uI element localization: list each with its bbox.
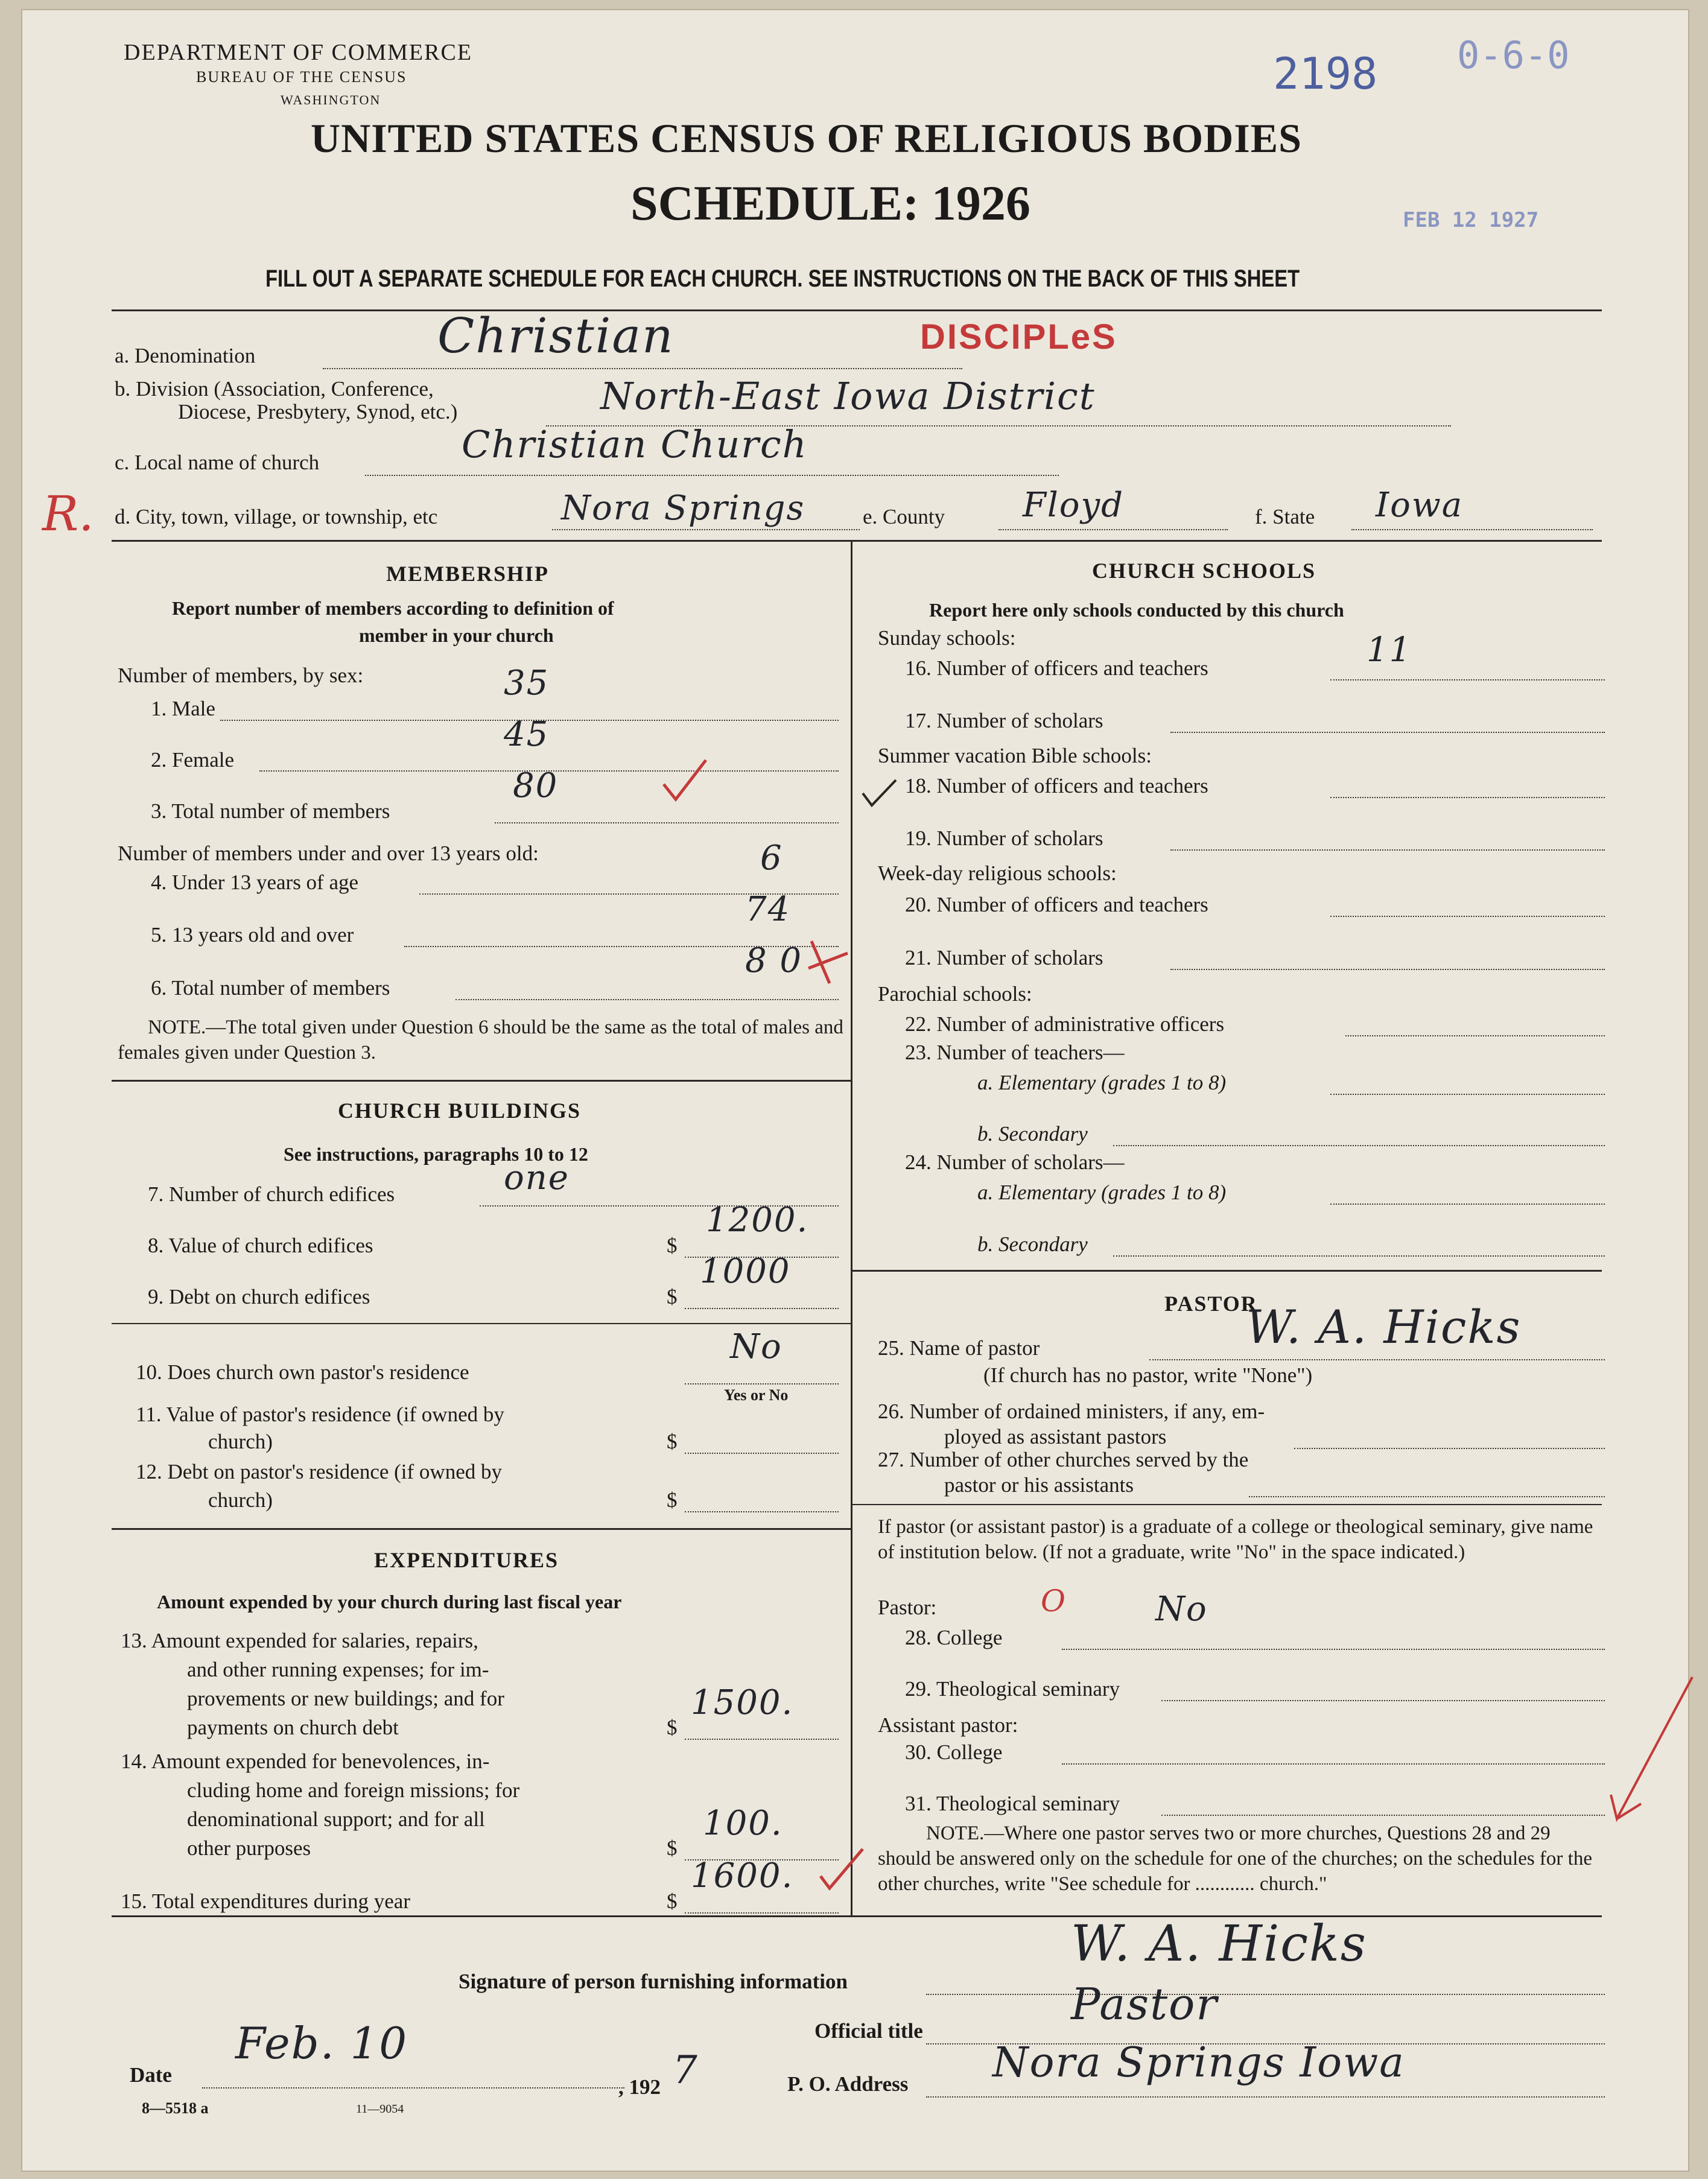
q15-value[interactable]: 1600.: [691, 1856, 794, 1895]
q25-label: 25. Name of pastor: [878, 1336, 1040, 1360]
pastor-subheading: Pastor:: [878, 1596, 937, 1619]
q9-value[interactable]: 1000: [700, 1252, 791, 1291]
city-value[interactable]: Nora Springs: [561, 489, 805, 528]
q14-value[interactable]: 100.: [703, 1804, 783, 1843]
q7-value[interactable]: one: [504, 1158, 570, 1197]
q2-label: 2. Female: [151, 748, 235, 772]
division-label-line1: b. Division (Association, Conference,: [115, 377, 434, 401]
q4-value[interactable]: 6: [760, 839, 783, 878]
q4-label: 4. Under 13 years of age: [151, 871, 359, 894]
margin-mark: R.: [42, 486, 94, 542]
q21-label: 21. Number of scholars: [905, 946, 1103, 969]
q26-label-line2: ployed as assistant pastors: [944, 1425, 1167, 1448]
q1-label: 1. Male: [151, 697, 215, 720]
red-check-mark: [661, 757, 709, 805]
division-value[interactable]: North-East Iowa District: [600, 374, 1096, 418]
received-date-stamp: FEB 12 1927: [1403, 208, 1539, 232]
q13-line2: and other running expenses; for im-: [187, 1658, 489, 1681]
local-name-label: c. Local name of church: [115, 451, 320, 474]
form-title: UNITED STATES CENSUS OF RELIGIOUS BODIES: [311, 115, 1302, 161]
denomination-label: a. Denomination: [115, 344, 256, 367]
summer-schools-label: Summer vacation Bible schools:: [878, 744, 1152, 767]
expenditures-instruction: Amount expended by your church during last fiscal year: [157, 1591, 622, 1613]
q13-value[interactable]: 1500.: [691, 1683, 794, 1722]
red-check-mark: [817, 1843, 866, 1891]
q27-label-line2: pastor or his assistants: [944, 1473, 1134, 1497]
serial-number-stamp: 2198: [1273, 48, 1378, 99]
dollar-sign: $: [667, 1430, 678, 1453]
q22-label: 22. Number of administrative officers: [905, 1012, 1225, 1036]
pastor-heading: PASTOR: [1164, 1292, 1258, 1316]
by-sex-label: Number of members, by sex:: [118, 664, 364, 687]
q5-value[interactable]: 74: [745, 890, 791, 929]
code-stamp: 0-6-0: [1457, 33, 1570, 77]
age-heading: Number of members under and over 13 years old:: [118, 842, 539, 865]
membership-note: NOTE.—The total given under Question 6 should be the same as the total of males and females given under Question 3.: [118, 1017, 843, 1064]
instruction-banner: FILL OUT A SEPARATE SCHEDULE FOR EACH CHURCH. SEE INSTRUCTIONS ON THE BACK OF THIS SHEET: [265, 265, 1300, 292]
q29-label: 29. Theological seminary: [905, 1677, 1120, 1701]
q16-value[interactable]: 11: [1367, 630, 1412, 670]
assistant-pastor-subheading: Assistant pastor:: [878, 1713, 1018, 1737]
column-divider: [851, 540, 852, 1915]
q30-label: 30. College: [905, 1740, 1003, 1764]
form-number: 8—5518 a: [142, 2099, 209, 2117]
q20-label: 20. Number of officers and teachers: [905, 893, 1208, 916]
q12-label-line1: 12. Debt on pastor's residence (if owned by: [136, 1460, 502, 1483]
q27-label-line1: 27. Number of other churches served by the: [878, 1448, 1249, 1471]
dollar-sign: $: [667, 1836, 678, 1860]
q5-label: 5. 13 years old and over: [151, 923, 354, 947]
state-value[interactable]: Iowa: [1376, 486, 1464, 525]
schools-heading: CHURCH SCHOOLS: [1092, 559, 1316, 583]
date-year-digit[interactable]: 7: [673, 2048, 699, 2093]
q19-label: 19. Number of scholars: [905, 826, 1103, 850]
county-value[interactable]: Floyd: [1023, 486, 1124, 525]
buildings-heading: CHURCH BUILDINGS: [338, 1099, 582, 1123]
q6-value[interactable]: 8 0: [745, 941, 803, 980]
q24b-label: b. Secondary: [977, 1232, 1088, 1256]
q8-label: 8. Value of church edifices: [148, 1234, 373, 1257]
q6-label: 6. Total number of members: [151, 976, 390, 1000]
official-title-value[interactable]: Pastor: [1071, 1979, 1218, 2029]
po-address-value[interactable]: Nora Springs Iowa: [992, 2039, 1405, 2087]
membership-instruction-2: member in your church: [359, 624, 554, 646]
red-check-mark: [805, 935, 854, 989]
q23a-label: a. Elementary (grades 1 to 8): [977, 1071, 1227, 1094]
dollar-sign: $: [667, 1716, 678, 1739]
q25-pastor-name[interactable]: W. A. Hicks: [1246, 1300, 1522, 1354]
q26-label-line1: 26. Number of ordained ministers, if any, em-: [878, 1400, 1265, 1423]
divider: [112, 309, 1602, 311]
dollar-sign: $: [667, 1285, 678, 1308]
q18-label: 18. Number of officers and teachers: [905, 774, 1208, 798]
department-label: DEPARTMENT OF COMMERCE: [124, 40, 473, 65]
official-title-label: Official title: [814, 2019, 923, 2043]
q15-label: 15. Total expenditures during year: [121, 1889, 410, 1913]
q2-female-value[interactable]: 45: [504, 715, 550, 754]
q12-label-line2: church): [208, 1488, 273, 1512]
dollar-sign: $: [667, 1488, 678, 1512]
washington-label: WASHINGTON: [281, 92, 381, 107]
print-number: 11—9054: [356, 2102, 404, 2116]
q13-line3: provements or new buildings; and for: [187, 1687, 504, 1710]
local-name-value[interactable]: Christian Church: [462, 422, 808, 466]
q9-label: 9. Debt on church edifices: [148, 1285, 370, 1308]
q8-value[interactable]: 1200.: [706, 1201, 809, 1240]
state-label: f. State: [1255, 505, 1315, 528]
q16-label: 16. Number of officers and teachers: [905, 656, 1208, 680]
census-schedule-sheet: [21, 9, 1689, 2172]
q17-label: 17. Number of scholars: [905, 709, 1103, 732]
q23-label: 23. Number of teachers—: [905, 1041, 1125, 1064]
denomination-value[interactable]: Christian: [437, 308, 675, 364]
q11-label-line1: 11. Value of pastor's residence (if owned by: [136, 1403, 504, 1426]
q14-line4: other purposes: [187, 1836, 311, 1860]
q13-line4: payments on church debt: [187, 1716, 399, 1739]
expenditures-heading: EXPENDITURES: [374, 1548, 559, 1572]
schedule-year: SCHEDULE: 1926: [630, 176, 1030, 230]
pencil-check-mark: [860, 775, 902, 811]
q24a-label: a. Elementary (grades 1 to 8): [977, 1181, 1227, 1204]
date-label: Date: [130, 2063, 172, 2087]
q31-label: 31. Theological seminary: [905, 1792, 1120, 1815]
denomination-red-stamp: DISCIPLeS: [920, 317, 1117, 357]
q10-label: 10. Does church own pastor's residence: [136, 1360, 469, 1384]
red-margin-stroke: [1608, 1674, 1698, 1825]
q1-male-value[interactable]: 35: [504, 664, 550, 703]
schools-instruction: Report here only schools conducted by this church: [929, 599, 1344, 621]
county-label: e. County: [863, 505, 945, 528]
po-address-label: P. O. Address: [787, 2072, 909, 2096]
graduate-instruction: If pastor (or assistant pastor) is a graduate of a college or theological seminary, give name of institution below. (If not a graduate, write "No" in the space indicated.): [878, 1516, 1593, 1563]
q28-value[interactable]: No: [1155, 1590, 1208, 1629]
q25-hint: (If church has no pastor, write "None"): [983, 1363, 1313, 1387]
bureau-label: BUREAU OF THE CENSUS: [196, 68, 407, 86]
q14-line2: cluding home and foreign missions; for: [187, 1778, 520, 1802]
q10-hint: Yes or No: [724, 1386, 789, 1404]
division-label-line2: Diocese, Presbytery, Synod, etc.): [178, 400, 458, 423]
q23b-label: b. Secondary: [977, 1122, 1088, 1146]
date-year-prefix: , 192: [618, 2075, 661, 2099]
weekday-schools-label: Week-day religious schools:: [878, 861, 1117, 885]
dollar-sign: $: [667, 1234, 678, 1257]
membership-instruction-1: Report number of members according to definition of: [172, 597, 614, 619]
signature-value[interactable]: W. A. Hicks: [1071, 1915, 1367, 1973]
q3-total-value[interactable]: 80: [513, 766, 559, 805]
q14-line1: 14. Amount expended for benevolences, in-: [121, 1749, 490, 1773]
membership-heading: MEMBERSHIP: [386, 562, 550, 586]
q7-label: 7. Number of church edifices: [148, 1182, 395, 1206]
city-label: d. City, town, village, or township, etc: [115, 505, 438, 528]
q28-label: 28. College: [905, 1626, 1003, 1649]
q14-line3: denominational support; and for all: [187, 1807, 485, 1831]
pastor-red-mark: O: [1041, 1584, 1065, 1619]
sunday-schools-label: Sunday schools:: [878, 626, 1016, 650]
q3-label: 3. Total number of members: [151, 799, 390, 823]
q24-label: 24. Number of scholars—: [905, 1150, 1125, 1174]
signature-label: Signature of person furnishing information: [459, 1970, 848, 1993]
date-value[interactable]: Feb. 10: [235, 2018, 408, 2069]
buildings-instruction: See instructions, paragraphs 10 to 12: [284, 1143, 588, 1165]
q10-value[interactable]: No: [730, 1327, 783, 1366]
q13-line1: 13. Amount expended for salaries, repairs,: [121, 1629, 478, 1652]
q11-label-line2: church): [208, 1430, 273, 1453]
parochial-schools-label: Parochial schools:: [878, 982, 1032, 1006]
dollar-sign: $: [667, 1889, 678, 1913]
pastor-note: NOTE.—Where one pastor serves two or more churches, Questions 28 and 29 should be answered only on the schedule for one of the churches; on the schedules for the other churches, write "See schedule for ............ church.": [878, 1822, 1592, 1895]
